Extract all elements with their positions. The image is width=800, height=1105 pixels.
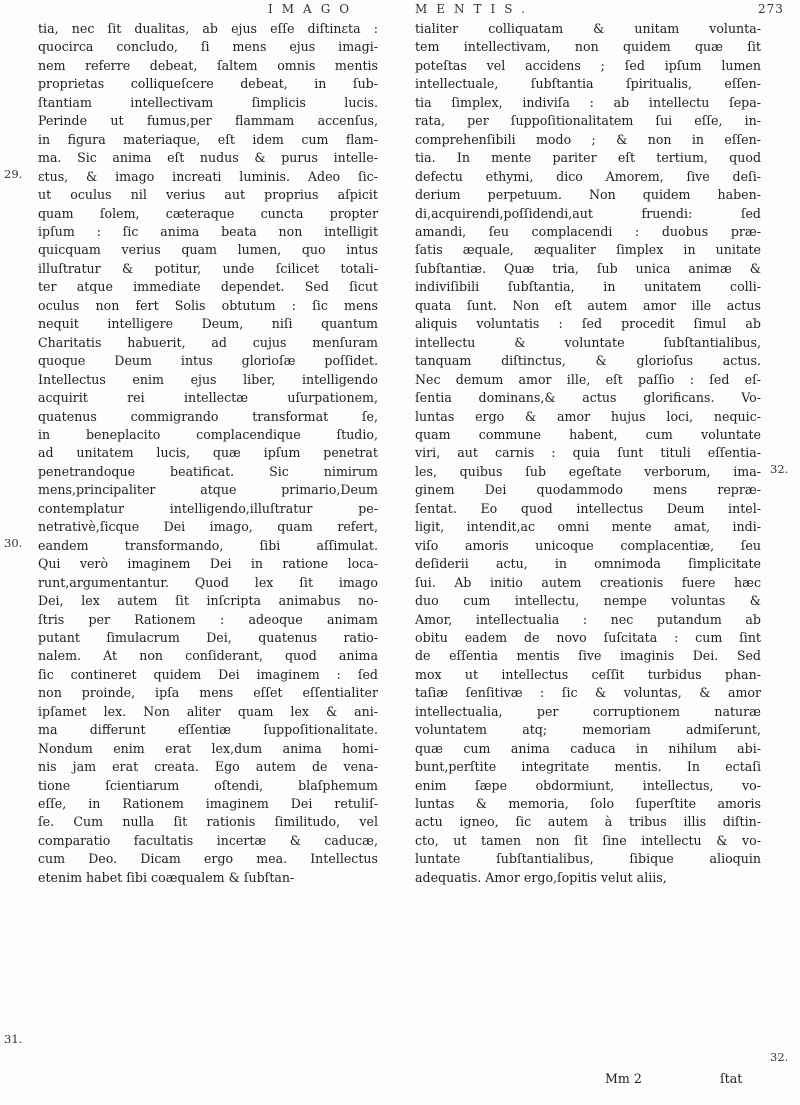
right-line: comprehenſibili modo ; & non in eſſen- [415,131,761,147]
right-line: intellectuale, ſubſtantia ſpiritualis, eſſen- [415,76,761,92]
left-line: nis jam erat creata. Ego autem de vena- [38,759,378,775]
right-line: ſui. Ab initio autem creationis fuere hæc [415,574,761,590]
right-line: luntate ſubſtantialibus, ſibique alioquin [415,851,761,867]
left-line: illuſtratur & potitur, unde ſcilicet totali- [38,260,378,276]
left-line: Dei, lex autem ſit inſcripta animabus no- [38,593,378,609]
left-line: nequit intelligere Deum, niſi quantum [38,316,378,332]
right-line: ſentat. Eo quod intellectus Deum intel- [415,500,761,516]
left-line: ipſamet lex. Non aliter quam lex & ani- [38,703,378,719]
right-line: Nec demum amor ille, eſt paſſio : ſed eſ- [415,371,761,387]
left-line: non proinde, ipſa mens eſſet eſſentialiter [38,685,378,701]
right-line: defectu ethymi, dico Amorem, ſive deſi- [415,168,761,184]
left-line: comparatio facultatis incertæ & caducæ, [38,832,378,848]
right-line: ſentia dominans,& actus glorificans. Vo- [415,390,761,406]
right-line: luntas ergo & amor hujus loci, nequic- [415,408,761,424]
margin-number-32a: 32. [770,462,789,476]
right-line: derium perpetuum. Non quidem haben- [415,187,761,203]
left-line: ipſum : ſic anima beata non intelligit [38,223,378,239]
right-line: luntas & memoria, ſolo ſuperſtite amoris [415,796,761,812]
left-line: runt,argumentantur. Quod lex ſit imago [38,574,378,590]
right-line: enim ſæpe obdormiunt, intellectus, vo- [415,777,761,793]
signature-mark: Mm 2 [605,1071,642,1086]
right-line: viri, aut carnis : quia ſunt tituli eſſentia- [415,445,761,461]
right-line: poteſtas vel accidens ; ſed ipſum lumen [415,57,761,73]
right-line: obitu eadem de novo ſuſcitata : cum ſint [415,629,761,645]
left-line: tia, nec ſit dualitas, ab ejus eſſe diſtinɛta : [38,21,378,36]
right-line: amandi, ſeu complacendi : duobus præ- [415,223,761,239]
right-line: tialiter colliquatam & unitam volunta- [415,21,761,36]
left-line: Charitatis habuerit, ad cujus menſuram [38,334,378,350]
right-line: adequatis. Amor ergo,ſopitis velut aliis, [415,869,667,885]
left-line: Qui verò imaginem Dei in ratione loca- [38,556,378,572]
left-line: ſtantiam intellectivam ſimplicis lucis. [38,94,378,110]
right-line: quam commune habent, cum voluntate [415,426,761,442]
left-line: oculus non fert Solis obtutum : ſic mens [38,297,378,313]
left-line: Perinde ut fumus,per flammam accenſus, [38,113,378,129]
left-line: putant ſimulacrum Dei, quatenus ratio- [38,629,378,645]
left-line: quam ſolem, cæteraque cuncta propter [38,205,378,221]
right-line: rata, per ſuppoſitionalitatem ſui eſſe, in- [415,113,761,129]
left-line: quoque Deum intus glorioſæ poſſidet. [38,353,378,369]
left-line: ſe. Cum nulla ſit rationis ſimilitudo, vel [38,814,378,830]
right-line: mox ut intellectus ceſſit turbidus phan- [415,666,761,682]
left-line: proprietas colliqueſcere debeat, in ſub- [38,76,378,92]
left-line: ad unitatem lucis, quæ ipſum penetrat [38,445,378,461]
right-line: viſo amoris unicoque complacentiæ, ſeu [415,537,761,553]
left-line: mens,principaliter atque primario,Deum [38,482,378,498]
right-line: quata ſunt. Non eſt autem amor ille actus [415,297,761,313]
left-line: ma differunt eſſentiæ ſuppoſitionalitate. [38,722,378,738]
catchword: ſtat [720,1071,743,1086]
right-line: taſiæ ſenſitivæ : ſic & voluntas, & amor [415,685,761,701]
left-line: tione ſcientiarum oſtendi, blaſphemum [38,777,378,793]
left-line: ma. Sic anima eſt nudus & purus intelle- [38,150,378,166]
left-line: quatenus commigrando transformat ſe, [38,408,378,424]
left-line: in figura materiaque, eſt idem cum flam- [38,131,378,147]
left-line: quicquam verius quam lumen, quo intus [38,242,378,258]
right-line: quæ cum anima caduca in nihilum abi- [415,740,761,756]
right-line: indiviſibili ſubſtantia, in unitatem colli- [415,279,761,295]
left-line: Intellectus enim ejus liber, intelligendo [38,371,378,387]
right-line: duo cum intellectu, nempe voluntas & [415,593,761,609]
left-line: acquirit rei intellectæ uſurpationem, [38,390,378,406]
left-line: penetrandoque beatificat. Sic nimirum [38,463,378,479]
margin-number-31: 31. [4,1032,23,1046]
left-line: nem referre debeat, ſaltem omnis mentis [38,57,378,73]
right-line: intellectu & voluntate ſubſtantialibus, [415,334,761,350]
left-text-column [38,20,378,887]
left-line: contemplatur intelligendo,illuſtratur pe- [38,500,378,516]
right-line: les, quibus ſub egeſtate verborum, ima- [415,463,761,479]
running-title-right: MENTIS. [415,2,534,16]
page-number: 273 [758,2,784,16]
right-line: tia. In mente pariter eſt tertium, quod [415,150,761,166]
left-line: eſſe, in Rationem imaginem Dei retuliſ- [38,796,378,812]
left-line: netrativè,ſicque Dei imago, quam refert, [38,519,378,535]
left-line: quocirca concludo, ſi mens ejus imagi- [38,39,378,55]
left-line: ſic contineret quidem Dei imaginem : ſed [38,666,378,682]
right-line: Amor, intellectualia : nec putandum ab [415,611,761,627]
left-line: ſtris per Rationem : adeoque animam [38,611,378,627]
right-line: cto, ut tamen non ſit ſine intellectu & vo- [415,832,761,848]
right-line: tem intellectivam, non quidem quæ ſit [415,39,761,55]
left-line: ut oculus nil verius aut proprius aſpicit [38,187,378,203]
right-line: ſubſtantiæ. Quæ tria, ſub unica animæ & [415,260,761,276]
left-line: cum Deo. Dicam ergo mea. Intellectus [38,851,378,867]
right-line: de eſſentia mentis ſive imaginis Dei. Sed [415,648,761,664]
right-text-column [415,20,761,887]
right-line: intellectualia, per corruptionem naturæ [415,703,761,719]
right-line: di,acquirendi,poſſidendi,aut fruendi: ſed [415,205,761,221]
left-line: ɛtus, & imago increati luminis. Adeo ſic- [38,168,378,184]
running-title-left: IMAGO [268,2,359,16]
margin-number-29: 29. [4,167,23,181]
right-line: tanquam diſtinctus, & glorioſus actus. [415,353,761,369]
right-line: voluntatem atq; memoriam admiſerunt, [415,722,761,738]
left-line: eandem transformando, ſibi aſſimulat. [38,537,378,553]
right-line: aliquis voluntatis : ſed procedit ſimul ab [415,316,761,332]
left-line: nalem. At non conſiderant, quod anima [38,648,378,664]
right-line: deſiderii actu, in omnimoda ſimplicitate [415,556,761,572]
left-line: Nondum enim erat lex,dum anima homi- [38,740,378,756]
left-line: ter atque immediate dependet. Sed ſicut [38,279,378,295]
right-line: tia ſimplex, indiviſa : ab intellectu ſepa- [415,94,761,110]
margin-number-30: 30. [4,536,23,550]
left-line: etenim habet ſibi coæqualem & ſubſtan- [38,869,295,885]
right-line: bunt,perſtite integritate mentis. In ectaſi [415,759,761,775]
right-line: actu igneo, ſic autem à tribus illis diſtin- [415,814,761,830]
left-line: in beneplacito complacendique ſtudio, [38,426,378,442]
margin-number-32b: 32. [770,1050,789,1064]
right-line: ligit, intendit,ac omni mente amat, indi- [415,519,761,535]
right-line: ſatis æquale, æqualiter ſimplex in unitate [415,242,761,258]
right-line: ginem Dei quodammodo mens repræ- [415,482,761,498]
